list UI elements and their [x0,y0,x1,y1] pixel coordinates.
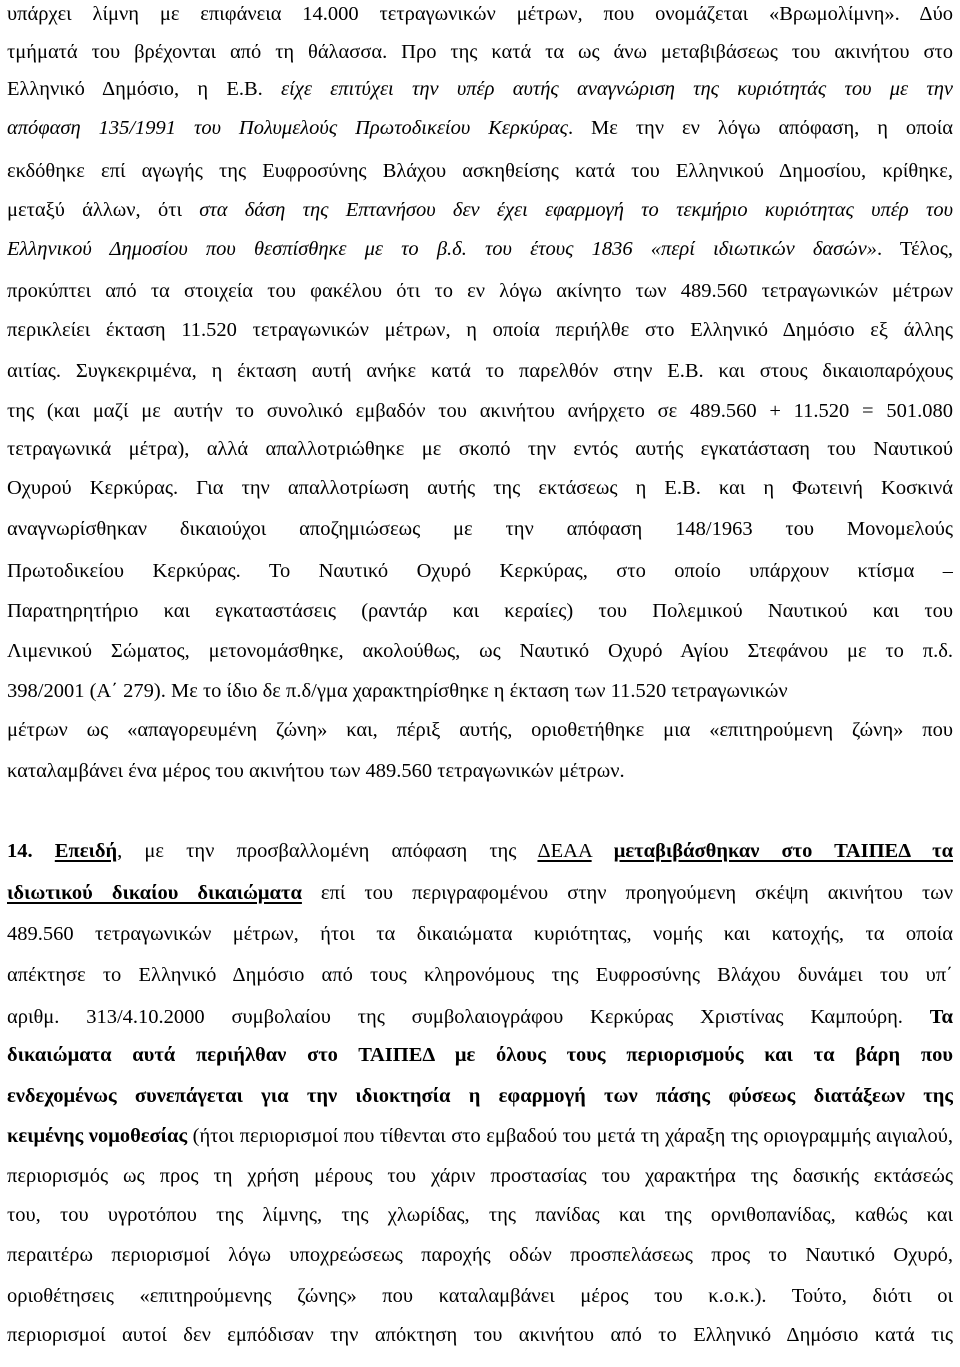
text-run: στα δάση της Επτανήσου δεν έχει εφαρμογή το τεκμήριο κυριότητας υπέρ του [199,199,953,221]
text-run: απόφαση 135/1991 του Πολυμελούς Πρωτοδικείου Κερκύρας [7,117,568,139]
text-run: επί του περιγραφομένου στην προηγούμενη σκέψη ακινήτου των [301,882,953,904]
text-line [7,597,953,625]
text-line [7,38,953,66]
text-line [7,357,953,385]
text-line [7,1241,953,1269]
text-run: (ήτοι περιορισμοί που τίθενται στο εμβαδού του μετά τη χάραξη της οριογραμμής αιγιαλού, [187,1125,953,1147]
text-run: Παρατηρητήριο και εγκαταστάσεις (ραντάρ και κεραίες) του Πολεμικού Ναυτικού και του [7,600,953,622]
text-run: μεταβιβάσθηκαν στο ΤΑΙΠΕΔ τα [613,840,953,862]
text-line [7,1282,953,1310]
text-line [7,515,953,543]
text-run: 398/2001 (Α΄ 279). Με το ίδιο δε π.δ/γμα χαρακτηρίσθηκε η έκταση των 11.520 τετραγωνικών [7,680,788,702]
text-run: καταλαμβάνει ένα μέρος του ακινήτου των 489.560 τετραγωνικών μέτρων. [7,760,625,782]
text-line [7,114,953,142]
text-run: περιορισμοί αυτοί δεν εμπόδισαν την απόκτηση του ακινήτου από το Ελληνικό Δημόσιο κατά τις [7,1324,953,1346]
text-run: . Με την εν λόγω απόφαση, η οποία [567,117,953,139]
text-line [7,435,953,463]
text-run: ενδεχομένως συνεπάγεται για την ιδιοκτησία η εφαρμογή των πάσης φύσεως διατάξεων της [7,1085,953,1107]
text-run: Επειδή [54,840,118,862]
text-line [7,474,953,502]
text-line [7,196,953,224]
text-run: του, του υγροτόπου της λίμνης, της χλωρίδας, της πανίδας και της ορνιθοπανίδας, καθώς και [7,1204,953,1226]
text-run: ΔΕΑΑ [537,840,592,862]
text-run: εκδόθηκε επί αγωγής της Ευφροσύνης Βλάχου ασκηθείσης κατά του Ελληνικού Δημοσίου, κρίθηκε, [7,160,953,182]
text-line [7,157,953,185]
text-run: τετραγωνικά μέτρα), αλλά απαλλοτριώθηκε με σκοπό την εντός αυτής εγκατάσταση του Ναυτικού [7,438,953,460]
text-line [7,1082,953,1110]
text-line [7,1122,953,1150]
text-run: είχε επιτύχει την υπέρ αυτής αναγνώριση της κυριότητάς του με την [281,78,953,100]
text-run: αριθμ. 313/4.10.2000 συμβολαίου της συμβολαιογράφου Κερκύρας Χριστίνας Καμπούρη. [7,1006,930,1028]
text-line [7,277,953,305]
text-run: περαιτέρω περιορισμοί λόγω υποχρεώσεως παροχής οδών προσπελάσεως προς το Ναυτικό Οχυρό, [7,1244,953,1266]
text-line [7,837,953,865]
text-line [7,1201,953,1229]
text-line [7,757,953,785]
text-run: απέκτησε το Ελληνικό Δημόσιο από τους κληρονόμους της Ευφροσύνης Βλάχου δυνάμει του υπ΄ [7,964,953,986]
text-run: αναγνωρίσθηκαν δικαιούχοι αποζημιώσεως με την απόφαση 148/1963 του Μονομελούς [7,518,953,540]
text-run: κειμένης νομοθεσίας [7,1125,188,1147]
text-run: 489.560 τετραγωνικών μέτρων, ήτοι τα δικαιώματα κυριότητας, νομής και κατοχής, τα οποία [7,923,953,945]
text-run: υπάρχει λίμνη με επιφάνεια 14.000 τετραγωνικών μέτρων, που ονομάζεται «Βρωμολίμνη». Δύο [7,3,953,25]
text-line [7,920,953,948]
text-line [7,677,953,705]
text-run: μέτρων ως «απαγορευμένη ζώνη» και, πέριξ αυτής, οριοθετήθηκε μια «επιτηρούμενη ζώνη» που [7,719,953,741]
text-run: μεταξύ άλλων, ότι [7,199,200,221]
text-run: τμήματά του βρέχονται από τη θάλασσα. Προ της κατά τα ως άνω μεταβιβάσεως του ακινήτου στο [7,41,953,63]
text-line [7,0,953,28]
text-run: 14. [7,840,55,862]
text-run: αιτίας. Συγκεκριμένα, η έκταση αυτή ανήκε κατά το παρελθόν στην Ε.Β. και στους δικαιοπαρόχους [7,360,953,382]
text-run: Πρωτοδικείου Κερκύρας. Το Ναυτικό Οχυρό Κερκύρας, στο οποίο υπάρχουν κτίσμα – [7,560,953,582]
text-run: περιορισμός ως προς τη χρήση μέρους του χάριν προστασίας του χαρακτήρα της δασικής εκτάσεώς [7,1165,953,1187]
text-line [7,75,953,103]
text-run: Ελληνικού Δημοσίου που θεσπίσθηκε με το β.δ. του έτους 1836 «περί ιδιωτικών δασών» [7,238,877,260]
text-run: της (και μαζί με αυτήν το συνολικό εμβαδόν του ακινήτου ανήρχετο σε 489.560 + 11.520 = 501.080 [7,400,953,422]
text-line [7,1003,953,1031]
text-run: Ελληνικό Δημόσιο, η Ε.Β. [7,78,282,100]
text-line [7,397,953,425]
text-run: Οχυρού Κερκύρας. Για την απαλλοτρίωση αυτής της εκτάσεως η Ε.Β. και η Φωτεινή Κοσκινά [7,477,953,499]
text-line [7,235,953,263]
text-line [7,961,953,989]
text-line [7,1321,953,1349]
text-line [7,557,953,585]
text-line [7,637,953,665]
text-line [7,316,953,344]
text-run: προκύπτει από τα στοιχεία του φακέλου ότι το εν λόγω ακίνητο των 489.560 τετραγωνικών μέτρων [7,280,953,302]
text-line [7,1041,953,1069]
text-run [592,840,614,862]
text-run: Τα [929,1006,953,1028]
text-line [7,879,953,907]
text-line [7,716,953,744]
text-run: . Τέλος, [876,238,953,260]
text-run: περικλείει έκταση 11.520 τετραγωνικών μέτρων, η οποία περιήλθε στο Ελληνικό Δημόσιο εξ άλλης [7,319,953,341]
text-line [7,1162,953,1190]
text-run: οριοθέτησεις «επιτηρούμενης ζώνης» που καταλαμβάνει μέρος του κ.ο.κ.). Τούτο, διότι οι [7,1285,953,1307]
text-run: ιδιωτικού δικαίου δικαιώματα [7,882,302,904]
text-run: Λιμενικού Σώματος, μετονομάσθηκε, ακολούθως, ως Ναυτικό Οχυρό Αγίου Στεφάνου με το π.δ. [7,640,953,662]
text-run: , με την προσβαλλομένη απόφαση της [117,840,538,862]
text-run: δικαιώματα αυτά περιήλθαν στο ΤΑΙΠΕΔ με όλους τους περιορισμούς και τα βάρη που [7,1044,953,1066]
